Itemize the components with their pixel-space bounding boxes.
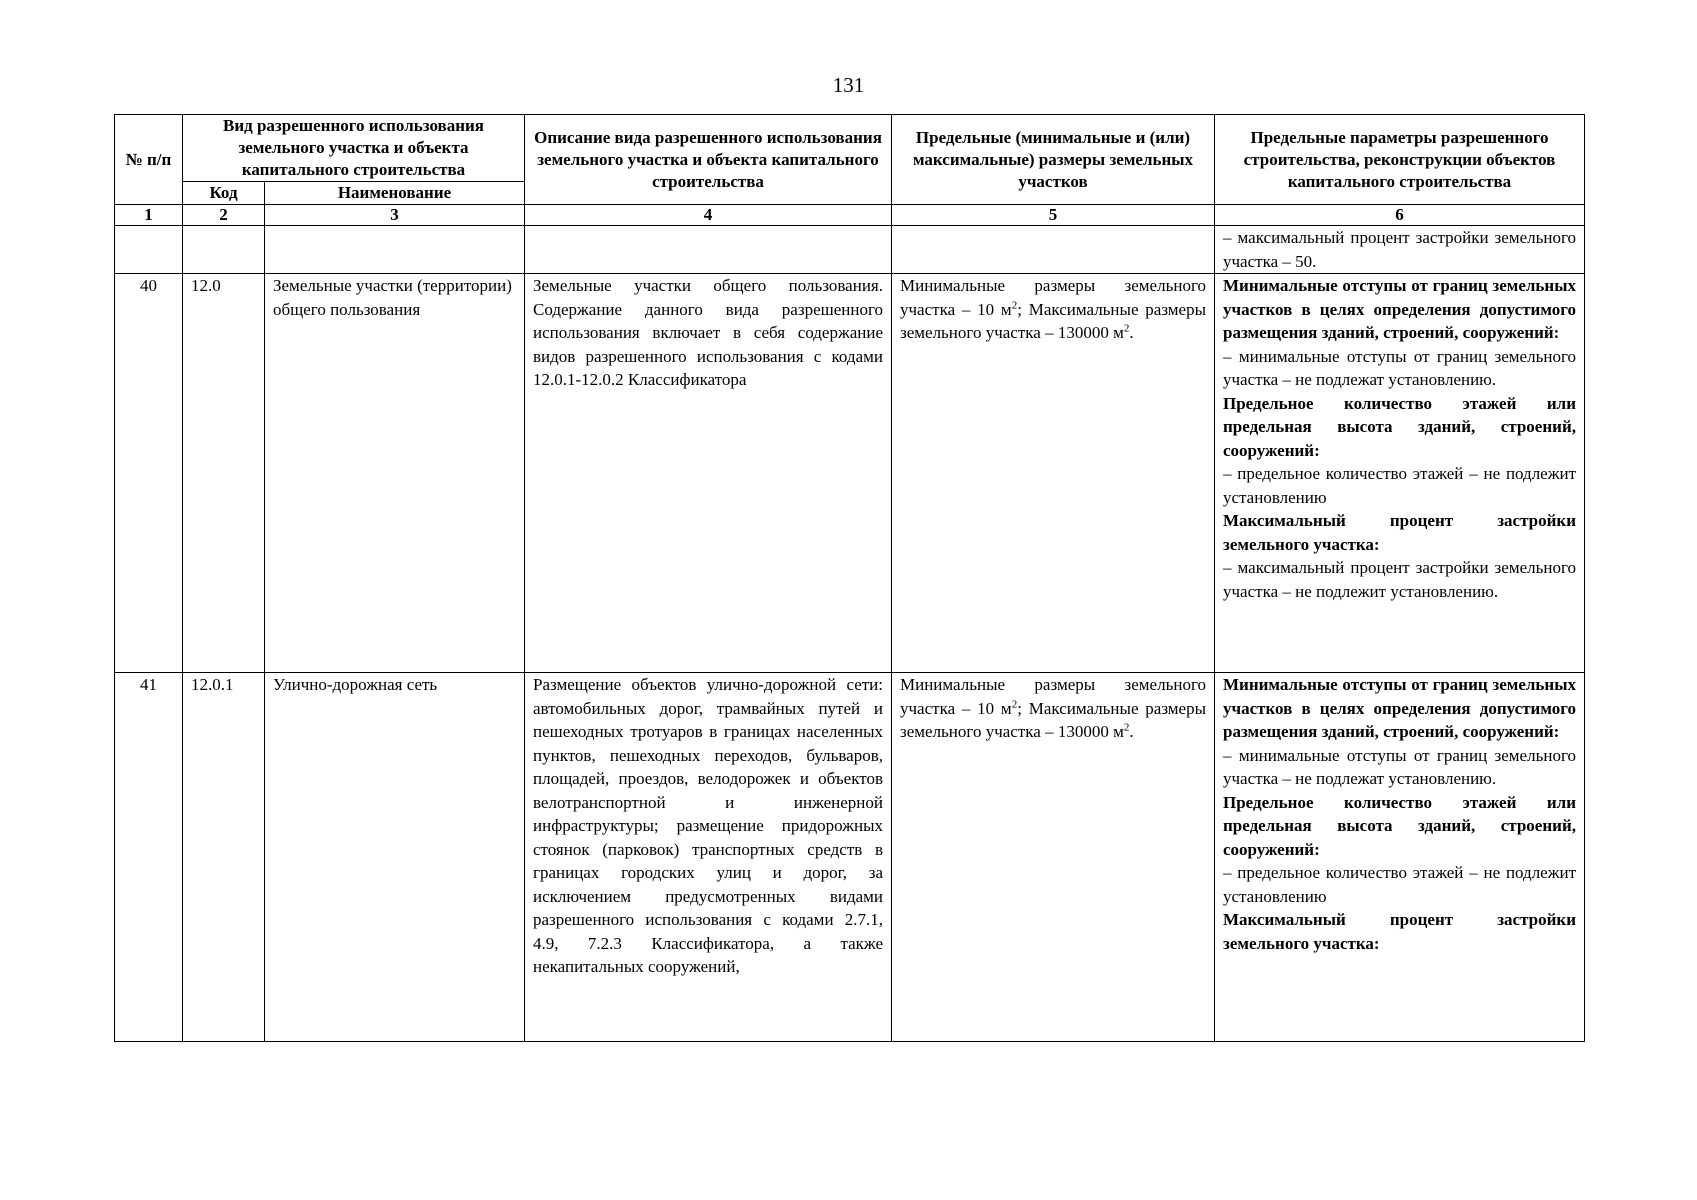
params-cell: – максимальный процент застройки земельного участка – 50.: [1215, 226, 1585, 274]
row-params: [1215, 673, 1585, 1042]
params-text: – предельное количество этажей – не подлежит установлению: [1223, 863, 1576, 906]
row-description: Земельные участки общего пользования. Содержание данного вида разрешенного использования включает в себя содержание видов разрешенного использования с кодами 12.0.1-12.0.2 Классификатора: [525, 274, 892, 673]
table-row-continuation: [115, 226, 1585, 274]
params-text: – минимальные отступы от границ земельного участка – не подлежат установлению.: [1223, 346, 1576, 389]
max-size-text: Максимальные размеры земельного участка – 130000 м: [900, 698, 1207, 741]
row-name: Земельные участки (территории) общего пользования: [265, 274, 525, 673]
column-number: 1: [115, 205, 183, 226]
params-text: – минимальные отступы от границ земельного участка – не подлежат установлению.: [1223, 745, 1576, 788]
column-number: 4: [525, 205, 892, 226]
superscript: 2: [1123, 721, 1130, 734]
row-number: 41: [115, 673, 183, 1042]
superscript: 2: [1011, 697, 1018, 710]
params-heading: Минимальные отступы от границ земельных участков в целях определения допустимого размещения зданий, строений, сооружений:: [1223, 675, 1576, 741]
column-number: 2: [183, 205, 265, 226]
header-sizes: Предельные (минимальные и (или) максимальные) размеры земельных участков: [892, 115, 1215, 205]
header-number: № п/п: [115, 115, 183, 205]
params-heading: Предельное количество этажей или предельная высота зданий, строений, сооружений:: [1223, 792, 1576, 859]
column-number: 5: [892, 205, 1215, 226]
superscript: 2: [1123, 322, 1130, 335]
row-number: 40: [115, 274, 183, 673]
header-use-type: Вид разрешенного использования земельного участка и объекта капитального строительства: [183, 115, 525, 182]
column-number: 6: [1215, 205, 1585, 226]
min-size-text: Минимальные размеры земельного участка – 10 м: [900, 675, 1206, 718]
table-row: [115, 274, 1585, 673]
params-heading: Максимальный процент застройки земельного участка:: [1223, 910, 1576, 953]
header-name: Наименование: [265, 182, 525, 205]
row-sizes: Минимальные размеры земельного участка – 10 $м^2$; Максимальные размеры земельного участка – 130000 $м^2$.: [892, 274, 1215, 673]
superscript: 2: [1011, 298, 1018, 311]
header-code: Код: [183, 182, 265, 205]
column-number: 3: [265, 205, 525, 226]
header-description: Описание вида разрешенного использования земельного участка и объекта капитального строительства: [525, 115, 892, 205]
params-heading: Минимальные отступы от границ земельных участков в целях определения допустимого размещения зданий, строений, сооружений:: [1223, 276, 1576, 342]
row-description: Размещение объектов улично-дорожной сети: автомобильных дорог, трамвайных путей и пешеходных тротуаров в границах населенных пунктов, пешеходных переходов, бульваров, площадей, проездов, велодорожек и объектов велотранспортной и инженерной инфраструктуры; размещение придорожных стоянок (парковок) транспортных средств в границах городских улиц и дорог, за исключением предусмотренных видами разрешенного использования с кодами 2.7.1, 4.9, 7.2.3 Классификатора, а также некапитальных сооружений,: [525, 673, 892, 1042]
params-heading: Максимальный процент застройки земельного участка:: [1223, 511, 1576, 554]
row-name: Улично-дорожная сеть: [265, 673, 525, 1042]
page-number: 131: [832, 73, 865, 97]
params-text: – предельное количество этажей – не подлежит установлению: [1223, 464, 1576, 507]
header-params: Предельные параметры разрешенного строительства, реконструкции объектов капитального строительства: [1215, 115, 1585, 205]
header-row-1: [115, 115, 1585, 182]
row-code: 12.0.1: [183, 673, 265, 1042]
row-sizes: Минимальные размеры земельного участка – 10 $м^2$; Максимальные размеры земельного участка – 130000 $м^2$.: [892, 673, 1215, 1042]
params-heading: Предельное количество этажей или предельная высота зданий, строений, сооружений:: [1223, 393, 1576, 460]
row-params: [1215, 274, 1585, 673]
row-code: 12.0: [183, 274, 265, 673]
land-use-table: [114, 114, 1585, 1042]
column-numbers-row: [115, 205, 1585, 226]
min-size-text: Минимальные размеры земельного участка – 10 м: [900, 276, 1206, 319]
max-size-text: Максимальные размеры земельного участка – 130000 м: [900, 299, 1207, 342]
params-text: – максимальный процент застройки земельного участка – не подлежит установлению.: [1223, 558, 1576, 601]
table-row: [115, 673, 1585, 1042]
